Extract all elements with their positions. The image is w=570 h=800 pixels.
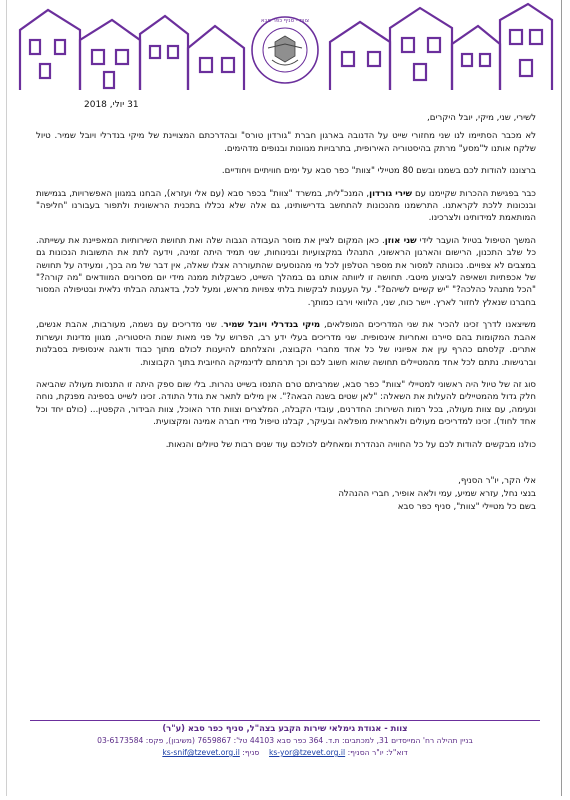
- footer-chair-label: יו"ר הסניף:: [347, 748, 384, 757]
- footer-org-name: צוות - אגודת גימלאי שירות הקבע בצה"ל, סניף כפר סבא (ע"ר): [162, 723, 408, 733]
- letter-date: 31 יולי, 2018: [84, 100, 139, 110]
- signature-line-1: אלי הקר, יו"ר הסניף,: [458, 475, 536, 486]
- signature-block: [36, 475, 536, 514]
- footer-emails: [30, 747, 540, 759]
- p3-text-end: , המנכ"לית, במשרד "צוות" בכפר סבא (עם אלי ועזרא), הבחנו במגוון האפשרויות, בגמישות ובנכונות ללכת לקראתנו. התרשמנו מהנכונות להתחשב בדרישותינו, גם אלה שלא נכללו בתכנית הראשונית ולתפור בעבורנו "חליפה" המותאמת למידותינו ולצרכינו.: [36, 188, 536, 224]
- letter-footer: [30, 722, 540, 759]
- paragraph-4: [36, 235, 536, 309]
- emblem-ring-text: צוות - סניף כפר סבא: [260, 18, 310, 24]
- p4-name-shani: שני אוזן: [384, 235, 417, 246]
- p4-text-end: . כאן המקום לציין את מוסר העבודה הגבוה שלה ואת תחושת השירותיות המאפיינת את עשייתה. כל שלב התכנון, הרישום והארגון הראשוני, התנהלו במקצועיות ובנינוחות, שני תמיד היתה זמינה, וידעה לתת את התשובות הנכונות גם במצבים לא צפויים. נכונותה למסור את מספר הטלפון לכל מי מהנוסעים שהתעוררה אצלו שאלה, אין דבר של מה בכך, ומעידה על תחושה של אכפתיות ושאיפה לביצוע מיטבי. תחושה זו ליוותה אותנו גם במהלך השייט, כשבקלות ממנה מידי יום מסרונים המוודאים "מה קורה?" "הכל מתנהל כהלכה?" "יש קשיים לשיהם?". על העענות לבקשות בלתי צפויות מראש, ומעל לכל, בדאגתה הבלתי נלאית ובטיפולה המסור בחברנו שנאלץ לחזור לארץ. יישר כוח, שני, הלוואי וירבו כמותך.: [36, 235, 536, 308]
- paragraph-6: סוג זה של טיול היה ראשוני למטיילי "צוות" כפר סבא, שמרביתם טרם התנסו בשייט נהרות. בלי שום ספק היתה זו התנסות מעולה שהביאה חלק גדול מהמטיילים להעלות את השאלה: "לאן שטים בשנה הבאה?". אין מילים לתאר את גודל התודה. זכינו לשייט בספינה מפנקת, נוחה ונעימה, עם צוות מעולה, בכל רמות השירות: החדרנים, עובדי הקבלה, המלצרים וצוות חדר האוכל, צוות הבידור, הקפטין... (כולם יחד וכל אחד לחוד). זכינו למדריכים מעולים ולאחראית מופלאה ובעיקר, קבלנו טיפול מידי חברה אמינה ומקצועית.: [36, 379, 536, 428]
- p3-text-start: כבר בפגישת ההכרות שקיימנו עם: [412, 188, 536, 199]
- signature-line-2: בנצי נחל, עזרא שמיע, עמי ולאה אופיר, חברי ההנהלה: [338, 488, 536, 499]
- letter-body: [36, 98, 536, 514]
- p5-text-start: משיצאנו לדרך זכינו להכיר את שני המדריכים המופלאים,: [320, 320, 537, 331]
- p5-text-end: . שני מדריכים עם נשמה, מעורבות, אהבת אנשים, אהבת המקומות בהם סיירנו ואחריות אינסופית. שני מדריכים בעלי ידע רב, הפרוש על פני מאות שנות היסטוריה, מגוון מדינות ועשרות אתרים. קלסתם כהרף עין את אפיוניו של כל אחד מחברי הקבוצה, והצלחתם להיענות לכולם מתוך כבוד ודאגה אינסופית בסבלנות וברגישות. נתתם לכל אחד מהמטיילים תחושה שהוא חשוב לכם וכך תרמתם לדינמיקה החיובית בתוך הקבוצות.: [36, 320, 536, 368]
- paragraph-7: כולנו מבקשים להודות לכם על כל החוויה הנהדרת ומאחלים לכולכם עוד שנים רבות של טיולים והנאות.: [165, 439, 536, 450]
- chair-email-link[interactable]: ks-yor@tzevet.org.il: [269, 748, 346, 757]
- footer-branch-label: סניף:: [242, 748, 260, 757]
- letterhead-houses-banner: [0, 0, 570, 92]
- p4-text-start: המשך הטיפול בטיול הועבר לידי: [416, 235, 537, 246]
- greeting: לשירי, שני, מיקי, יובל היקרים,: [427, 113, 536, 123]
- footer-divider: [30, 720, 540, 721]
- footer-mail-label: דוא"ל:: [386, 748, 408, 757]
- paragraph-2: ברצוננו להודות לכם בשמנו ובשם 80 מטיילי "צוות" כפר סבא על ימים חוויתיים ויחודיים.: [221, 166, 536, 177]
- paragraph-1: לא מכבר הסתיימו לנו שני מחזורי שייט על הדנובה בארגון חברת "גורדון טורס" ובהדרכתם המצויינת של מיקי בנדרלי ויובל שמיר. טיול שלקח אותנו ל"מסע" מרתק בהיסטוריה האירופית, בתרבויות מגוונות ובנופים מדהימים.: [36, 131, 536, 154]
- paragraph-5: [36, 319, 536, 369]
- p3-name-shiri: שירי גורדון: [369, 188, 413, 199]
- p5-names-guides: מיקי בנדרלי ויובל שמיר: [223, 320, 321, 331]
- paragraph-3: [36, 188, 536, 225]
- footer-address: בניין תהילה רח' המייסדים 31, למכתבים: ת.ד. 364 כפר סבא 44103 טל': 7659867 (משיבון), פקס: 03-6173584: [97, 736, 473, 745]
- organization-emblem: [252, 17, 318, 83]
- branch-email-link[interactable]: ks-snif@tzevet.org.il: [162, 748, 240, 757]
- signature-line-3: בשם כל מטיילי "צוות", סניף כפר סבא: [397, 501, 536, 512]
